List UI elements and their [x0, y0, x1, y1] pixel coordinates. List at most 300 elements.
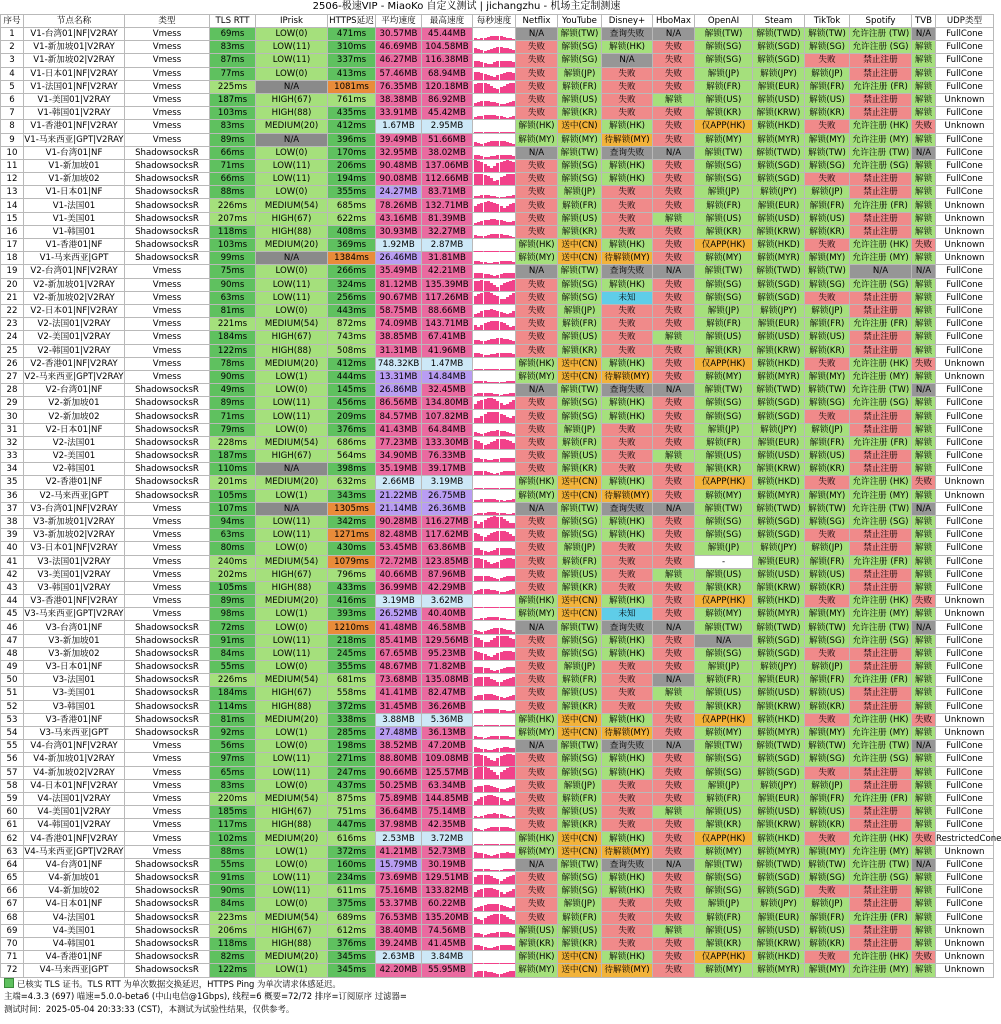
cell-TikTok: 解锁(TW) — [805, 740, 850, 753]
cell-TVB: 解锁 — [912, 463, 936, 476]
cell-UDP类型: FullCone — [936, 687, 994, 700]
cell-Netflix: 失败 — [516, 278, 558, 291]
cell-类型: Vmess — [125, 265, 210, 278]
cell-HboMax: 失败 — [653, 397, 695, 410]
cell-TikTok: 解锁(JP) — [805, 304, 850, 317]
cell-Steam: 解锁(KRW) — [753, 344, 805, 357]
cell-TikTok: 失败 — [805, 54, 850, 67]
cell-HboMax: N/A — [653, 621, 695, 634]
cell-Disney+: 失败 — [602, 107, 653, 120]
cell-UDP类型: Unknown — [936, 476, 994, 489]
cell-IPrisk: LOW(11) — [256, 766, 328, 779]
table-row — [1, 450, 994, 463]
cell-节点名称: V4-法国01|V2RAY — [24, 792, 125, 805]
cell-OpenAI: 解锁(KR) — [695, 581, 753, 594]
cell-YouTube: 送中(CN) — [558, 713, 602, 726]
cell-UDP类型: Unknown — [936, 713, 994, 726]
cell-序号: 26 — [1, 357, 24, 370]
cell-OpenAI: 解锁(FR) — [695, 674, 753, 687]
cell-OpenAI: 解锁(SG) — [695, 54, 753, 67]
cell-TikTok: 解锁(FR) — [805, 674, 850, 687]
cell-TLS RTT: 81ms — [210, 304, 256, 317]
cell-最高速度: 83.71MB — [422, 186, 473, 199]
cell-TLS RTT: 118ms — [210, 225, 256, 238]
cell-节点名称: V3-新加坡01|V2RAY — [24, 515, 125, 528]
cell-IPrisk: MEDIUM(20) — [256, 832, 328, 845]
table-row — [1, 819, 994, 832]
cell-IPrisk: LOW(0) — [256, 542, 328, 555]
per-second-speed-chart — [473, 542, 516, 555]
cell-Spotify: 允许注册 (MY) — [850, 133, 912, 146]
cell-TVB: 解锁 — [912, 173, 936, 186]
cell-UDP类型: RestrictedCone — [936, 833, 1001, 844]
cell-最高速度: 117.26MB — [422, 291, 473, 304]
cell-OpenAI: 解锁(SG) — [695, 173, 753, 186]
cell-序号: 48 — [1, 647, 24, 660]
per-second-speed-chart — [473, 924, 516, 937]
cell-节点名称: V3-香港01|NF|V2RAY — [24, 595, 125, 608]
cell-UDP类型: FullCone — [936, 331, 994, 344]
cell-Disney+: 失败 — [602, 779, 653, 792]
cell-Netflix: 失败 — [516, 450, 558, 463]
cell-Steam: 解锁(TWD) — [753, 502, 805, 515]
cell-类型: ShadowsocksR — [125, 436, 210, 449]
speed-bar — [512, 767, 515, 779]
cell-TVB: 解锁 — [912, 819, 936, 832]
cell-Disney+: 失败 — [602, 212, 653, 225]
cell-序号: 45 — [1, 608, 24, 621]
cell-HTTPS延迟: 444ms — [328, 370, 376, 383]
cell-YouTube: 送中(CN) — [558, 595, 602, 608]
cell-IPrisk: MEDIUM(54) — [256, 318, 328, 331]
cell-平均速度: 77.23MB — [376, 436, 422, 449]
cell-最高速度: 3.19MB — [422, 476, 473, 489]
cell-Netflix: N/A — [516, 858, 558, 871]
cell-序号: 7 — [1, 107, 24, 120]
cell-Disney+: 解锁(HK) — [602, 41, 653, 54]
cell-Steam: 解锁(KRW) — [753, 581, 805, 594]
cell-HboMax: 解锁 — [653, 212, 695, 225]
cell-OpenAI: 仅APP(HK) — [695, 713, 753, 726]
cell-UDP类型: Unknown — [936, 120, 994, 133]
cell-IPrisk: MEDIUM(54) — [256, 436, 328, 449]
cell-Steam: 解锁(SGD) — [753, 766, 805, 779]
cell-HboMax: 失败 — [653, 410, 695, 423]
cell-类型: Vmess — [125, 28, 210, 41]
cell-UDP类型: FullCone — [936, 542, 994, 555]
cell-序号: 16 — [1, 225, 24, 238]
cell-Netflix: N/A — [516, 621, 558, 634]
cell-TVB: 失败 — [912, 120, 936, 133]
cell-TVB: 解锁 — [912, 423, 936, 436]
per-second-speed-chart — [473, 304, 516, 317]
cell-Steam: 解锁(SGD) — [753, 647, 805, 660]
cell-Disney+: 解锁(HK) — [602, 357, 653, 370]
cell-OpenAI: 解锁(SG) — [695, 529, 753, 542]
cell-平均速度: 85.41MB — [376, 634, 422, 647]
table-row — [1, 779, 994, 792]
cell-TLS RTT: 79ms — [210, 423, 256, 436]
cell-Spotify: 允许注册 (HK) — [850, 832, 912, 845]
cell-YouTube: 解锁(SG) — [558, 173, 602, 186]
cell-TikTok: 解锁(MY) — [805, 133, 850, 146]
cell-Spotify: 允许注册 (MY) — [850, 370, 912, 383]
cell-序号: 47 — [1, 634, 24, 647]
cell-最高速度: 68.94MB — [422, 67, 473, 80]
cell-Netflix: 解锁(HK) — [516, 713, 558, 726]
cell-HTTPS延迟: 218ms — [328, 634, 376, 647]
cell-Netflix: 解锁(HK) — [516, 832, 558, 845]
cell-OpenAI: 解锁(SG) — [695, 41, 753, 54]
cell-平均速度: 34.90MB — [376, 450, 422, 463]
cell-Disney+: 查询失败 — [602, 621, 653, 634]
cell-HTTPS延迟: 145ms — [328, 384, 376, 397]
cell-Spotify: 允许注册 (FR) — [850, 674, 912, 687]
cell-最高速度: 104.58MB — [422, 41, 473, 54]
cell-HTTPS延迟: 393ms — [328, 608, 376, 621]
cell-IPrisk: LOW(0) — [256, 423, 328, 436]
table-row — [1, 120, 994, 133]
cell-TLS RTT: 114ms — [210, 700, 256, 713]
cell-序号: 67 — [1, 898, 24, 911]
cell-Spotify: 允许注册 (TW) — [850, 28, 912, 41]
cell-TVB: 解锁 — [912, 133, 936, 146]
cell-OpenAI: 解锁(KR) — [695, 225, 753, 238]
cell-HboMax: 失败 — [653, 370, 695, 383]
cell-HboMax: 失败 — [653, 937, 695, 950]
cell-TikTok: 解锁(TW) — [805, 621, 850, 634]
cell-YouTube: 送中(CN) — [558, 489, 602, 502]
cell-Disney+: 待解锁(MY) — [602, 489, 653, 502]
cell-TVB: 解锁 — [912, 555, 936, 568]
cell-TLS RTT: 78ms — [210, 357, 256, 370]
cell-Spotify: 允许注册 (FR) — [850, 436, 912, 449]
cell-HboMax: 失败 — [653, 304, 695, 317]
cell-UDP类型: FullCone — [936, 647, 994, 660]
cell-IPrisk: HIGH(88) — [256, 937, 328, 950]
cell-TikTok: 解锁(FR) — [805, 792, 850, 805]
cell-序号: 40 — [1, 542, 24, 555]
cell-HboMax: 失败 — [653, 199, 695, 212]
cell-TikTok: 失败 — [805, 476, 850, 489]
cell-IPrisk: MEDIUM(20) — [256, 951, 328, 964]
cell-TVB: 解锁 — [912, 806, 936, 819]
cell-节点名称: V2-日本01|NF — [24, 423, 125, 436]
column-header: HTTPS延迟 — [329, 16, 374, 26]
cell-OpenAI: N/A — [695, 634, 753, 647]
cell-Steam: 解锁(JPY) — [753, 186, 805, 199]
cell-Steam: 解锁(USD) — [753, 687, 805, 700]
cell-UDP类型: FullCone — [936, 700, 994, 713]
cell-TikTok: 失败 — [805, 885, 850, 898]
cell-TVB: 解锁 — [912, 397, 936, 410]
cell-OpenAI: 解锁(JP) — [695, 423, 753, 436]
cell-IPrisk: LOW(11) — [256, 173, 328, 186]
cell-节点名称: V2-韩国01|V2RAY — [24, 344, 125, 357]
cell-TLS RTT: 91ms — [210, 634, 256, 647]
cell-Disney+: 解锁(HK) — [602, 647, 653, 660]
cell-节点名称: V3-韩国01 — [24, 700, 125, 713]
cell-最高速度: 123.85MB — [422, 555, 473, 568]
table-row — [1, 212, 994, 225]
cell-TikTok: 解锁(KR) — [805, 344, 850, 357]
cell-平均速度: 1.92MB — [376, 239, 422, 252]
cell-HboMax: 解锁 — [653, 331, 695, 344]
cell-节点名称: V4-台湾01|NF|V2RAY — [24, 740, 125, 753]
cell-TLS RTT: 83ms — [210, 120, 256, 133]
cell-Netflix: 失败 — [516, 67, 558, 80]
cell-节点名称: V4-美国01|V2RAY — [24, 806, 125, 819]
cell-节点名称: V1-韩国01|V2RAY — [24, 107, 125, 120]
cell-HboMax: 失败 — [653, 423, 695, 436]
cell-YouTube: 解锁(KR) — [558, 700, 602, 713]
cell-TikTok: 解锁(US) — [805, 331, 850, 344]
cell-TLS RTT: 97ms — [210, 753, 256, 766]
cell-TLS RTT: 103ms — [210, 239, 256, 252]
cell-最高速度: 74.56MB — [422, 924, 473, 937]
cell-TVB: 解锁 — [912, 872, 936, 885]
cell-序号: 65 — [1, 872, 24, 885]
cell-HTTPS延迟: 345ms — [328, 964, 376, 977]
cell-Netflix: 失败 — [516, 634, 558, 647]
table-row — [1, 766, 994, 779]
cell-序号: 30 — [1, 410, 24, 423]
cell-UDP类型: FullCone — [936, 911, 994, 924]
table-row — [1, 80, 994, 93]
cell-TLS RTT: 55ms — [210, 661, 256, 674]
cell-TikTok: 解锁(FR) — [805, 911, 850, 924]
cell-Disney+: 未知 — [602, 291, 653, 304]
cell-Steam: 解锁(HKD) — [753, 120, 805, 133]
per-second-speed-chart — [473, 173, 516, 186]
cell-YouTube: 解锁(SG) — [558, 647, 602, 660]
cell-TikTok: 解锁(SG) — [805, 397, 850, 410]
cell-HTTPS延迟: 170ms — [328, 146, 376, 159]
cell-最高速度: 3.72MB — [422, 832, 473, 845]
cell-最高速度: 129.56MB — [422, 634, 473, 647]
cell-TVB: 解锁 — [912, 278, 936, 291]
cell-YouTube: 解锁(SG) — [558, 515, 602, 528]
table-row — [1, 331, 994, 344]
column-header: UDP类型 — [936, 15, 994, 28]
cell-TikTok: 失败 — [805, 951, 850, 964]
cell-UDP类型: Unknown — [936, 595, 994, 608]
speed-bar — [512, 920, 515, 923]
cell-Netflix: 失败 — [516, 318, 558, 331]
cell-节点名称: V3-台湾01|NF — [24, 621, 125, 634]
cell-序号: 1 — [1, 28, 24, 41]
cell-最高速度: 26.75MB — [422, 489, 473, 502]
cell-UDP类型: FullCone — [936, 581, 994, 594]
cell-TikTok: 解锁(MY) — [805, 608, 850, 621]
cell-HTTPS延迟: 685ms — [328, 199, 376, 212]
cell-最高速度: 107.82MB — [422, 410, 473, 423]
cell-节点名称: V2-马来西亚|GPT — [24, 489, 125, 502]
cell-HboMax: 失败 — [653, 872, 695, 885]
cell-TikTok: 解锁(SG) — [805, 278, 850, 291]
cell-Netflix: 失败 — [516, 397, 558, 410]
cell-Netflix: 失败 — [516, 806, 558, 819]
table-row — [1, 515, 994, 528]
cell-类型: ShadowsocksR — [125, 858, 210, 871]
cell-OpenAI: 解锁(SG) — [695, 885, 753, 898]
cell-UDP类型: FullCone — [936, 450, 994, 463]
cell-类型: Vmess — [125, 832, 210, 845]
cell-序号: 27 — [1, 370, 24, 383]
cell-UDP类型: FullCone — [936, 819, 994, 832]
cell-TVB: 解锁 — [912, 911, 936, 924]
cell-HboMax: 失败 — [653, 357, 695, 370]
table-row — [1, 951, 994, 964]
cell-IPrisk: LOW(11) — [256, 885, 328, 898]
cell-类型: ShadowsocksR — [125, 621, 210, 634]
cell-平均速度: 41.48MB — [376, 621, 422, 634]
cell-Spotify: 禁止注册 — [850, 67, 912, 80]
cell-平均速度: 86.56MB — [376, 397, 422, 410]
cell-最高速度: 135.39MB — [422, 278, 473, 291]
per-second-speed-chart — [473, 911, 516, 924]
table-row — [1, 370, 994, 383]
cell-类型: ShadowsocksR — [125, 872, 210, 885]
cell-OpenAI: 解锁(SG) — [695, 647, 753, 660]
cell-TVB: 解锁 — [912, 515, 936, 528]
cell-Spotify: 禁止注册 — [850, 410, 912, 423]
cell-HTTPS延迟: 612ms — [328, 924, 376, 937]
cell-OpenAI: 解锁(JP) — [695, 67, 753, 80]
cell-Steam: 解锁(SGD) — [753, 515, 805, 528]
cell-IPrisk: MEDIUM(54) — [256, 911, 328, 924]
per-second-speed-chart — [473, 199, 516, 212]
speed-bar — [512, 83, 515, 93]
table-row — [1, 529, 994, 542]
cell-类型: Vmess — [125, 304, 210, 317]
cell-TVB: 解锁 — [912, 54, 936, 67]
speed-bar — [512, 889, 515, 897]
table-row — [1, 806, 994, 819]
cell-Netflix: 解锁(MY) — [516, 726, 558, 739]
cell-OpenAI: 仅APP(HK) — [695, 832, 753, 845]
footer-line-2: 主端=4.3.3 (697) 喵速=5.0.0-beta6 (中山电信@1Gbps), 线程=6 概要=72/72 排序=订阅原序 过滤器= — [4, 991, 407, 1001]
cell-YouTube: 解锁(TW) — [558, 146, 602, 159]
cell-Spotify: 允许注册 (HK) — [850, 595, 912, 608]
cell-类型: ShadowsocksR — [125, 674, 210, 687]
cell-类型: Vmess — [125, 779, 210, 792]
cell-TVB: 解锁 — [912, 700, 936, 713]
cell-Spotify: 允许注册 (TW) — [850, 384, 912, 397]
cell-HboMax: 失败 — [653, 120, 695, 133]
cell-Spotify: 禁止注册 — [850, 766, 912, 779]
cell-Netflix: 失败 — [516, 80, 558, 93]
cell-Disney+: 失败 — [602, 463, 653, 476]
speed-bar — [512, 400, 515, 409]
cell-TVB: 解锁 — [912, 766, 936, 779]
cell-UDP类型: FullCone — [936, 397, 994, 410]
cell-IPrisk: N/A — [256, 252, 328, 265]
cell-最高速度: 86.92MB — [422, 93, 473, 106]
cell-平均速度: 37.98MB — [376, 819, 422, 832]
cell-Spotify: 允许注册 (HK) — [850, 713, 912, 726]
cell-TikTok: 解锁(US) — [805, 806, 850, 819]
cell-HboMax: 失败 — [653, 845, 695, 858]
table-row — [1, 845, 994, 858]
cell-HboMax: 失败 — [653, 726, 695, 739]
cell-HboMax: 失败 — [653, 186, 695, 199]
cell-Spotify: 允许注册 (HK) — [850, 357, 912, 370]
cell-节点名称: V4-美国01 — [24, 924, 125, 937]
cell-TikTok: 解锁(US) — [805, 212, 850, 225]
cell-OpenAI: 解锁(KR) — [695, 344, 753, 357]
cell-Disney+: 失败 — [602, 318, 653, 331]
cell-Steam: 解锁(MYR) — [753, 845, 805, 858]
cell-UDP类型: FullCone — [936, 766, 994, 779]
cell-UDP类型: FullCone — [936, 344, 994, 357]
results-table — [0, 14, 1001, 978]
cell-OpenAI: 解锁(FR) — [695, 792, 753, 805]
cell-IPrisk: LOW(1) — [256, 845, 328, 858]
speed-bar — [512, 73, 515, 80]
cell-IPrisk: LOW(0) — [256, 28, 328, 41]
speed-bar — [512, 677, 515, 686]
cell-TLS RTT: 84ms — [210, 647, 256, 660]
cell-序号: 31 — [1, 423, 24, 436]
cell-Disney+: 失败 — [602, 93, 653, 106]
cell-最高速度: 112.66MB — [422, 173, 473, 186]
cell-YouTube: 送中(CN) — [558, 252, 602, 265]
cell-节点名称: V1-新加坡02|V2RAY — [24, 54, 125, 67]
cell-节点名称: V2-台湾01|NF|V2RAY — [24, 265, 125, 278]
speed-bar — [512, 273, 515, 277]
per-second-speed-chart — [473, 555, 516, 568]
cell-UDP类型: Unknown — [936, 964, 994, 977]
cell-Disney+: 解锁(HK) — [602, 885, 653, 898]
cell-HTTPS延迟: 686ms — [328, 436, 376, 449]
cell-TLS RTT: 80ms — [210, 542, 256, 555]
cell-Steam: 解锁(SGD) — [753, 753, 805, 766]
cell-TLS RTT: 77ms — [210, 67, 256, 80]
cell-YouTube: 解锁(SG) — [558, 54, 602, 67]
cell-平均速度: 75.16MB — [376, 885, 422, 898]
cell-IPrisk: HIGH(67) — [256, 806, 328, 819]
per-second-speed-chart — [473, 107, 516, 120]
cell-OpenAI: 解锁(SG) — [695, 397, 753, 410]
cell-最高速度: 46.58MB — [422, 621, 473, 634]
cell-平均速度: 26.52MB — [376, 608, 422, 621]
cell-TVB: N/A — [912, 502, 936, 515]
cell-YouTube: 解锁(JP) — [558, 186, 602, 199]
cell-序号: 70 — [1, 937, 24, 950]
cell-TLS RTT: 91ms — [210, 872, 256, 885]
cell-类型: Vmess — [125, 133, 210, 146]
cell-类型: Vmess — [125, 357, 210, 370]
column-header: Steam — [753, 15, 805, 28]
cell-YouTube: 送中(CN) — [558, 832, 602, 845]
cell-TikTok: 解锁(JP) — [805, 661, 850, 674]
cell-平均速度: 90.48MB — [376, 159, 422, 172]
cell-节点名称: V2-美国01|V2RAY — [24, 331, 125, 344]
cell-TVB: 解锁 — [912, 410, 936, 423]
cell-节点名称: V4-新加坡01 — [24, 872, 125, 885]
cell-YouTube: 解锁(SG) — [558, 159, 602, 172]
table-row — [1, 291, 994, 304]
column-header: HboMax — [653, 15, 695, 28]
column-header: TVB — [912, 15, 936, 28]
cell-YouTube: 送中(CN) — [558, 476, 602, 489]
cell-YouTube: 送中(CN) — [558, 845, 602, 858]
table-row — [1, 357, 994, 370]
table-row — [1, 661, 994, 674]
cell-Steam: 解锁(EUR) — [753, 318, 805, 331]
cell-IPrisk: MEDIUM(54) — [256, 792, 328, 805]
